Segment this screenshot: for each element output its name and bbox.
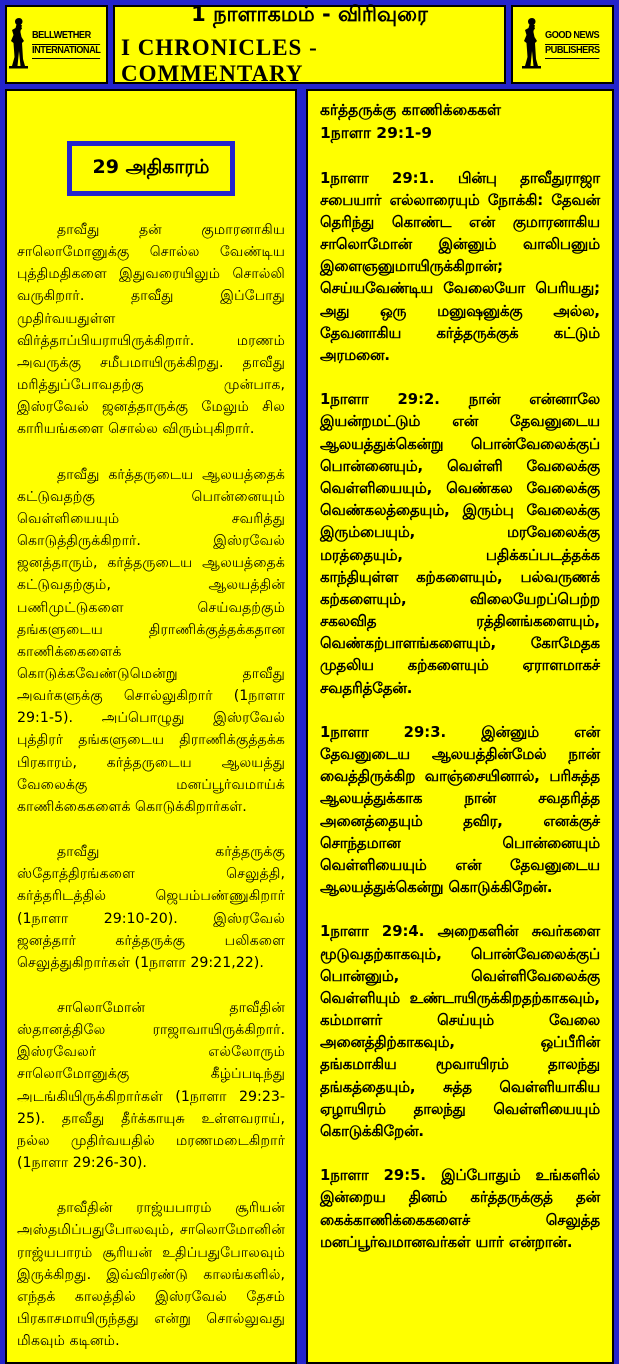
verse-paragraph: 1நாளா 29:3. இன்னும் என் தேவனுடைய ஆலயத்தின்மேல் நான் வைத்திருக்கிற வாஞ்சையினால், பரிசுத்த ஆலயத்துக்காக நான் சவதரித்த அனைத்தையும் தவிர, எனக்குச் சொந்தமான பொன்னையும் வெள்ளியையும் என் தேவனுடைய ஆலயத்துக்கென்று கொடுக்கிறேன். [320,723,600,897]
right-column [306,89,614,1364]
good-news-publishers-logo [511,5,614,84]
header-title-box [113,2,506,86]
verse-paragraph: 1நாளா 29:4. அறைகளின் சுவர்களை மூடுவதற்காகவும், பொன்வேலைக்குப் பொன்னும், வெள்ளிவேலைக்கு வெள்ளியும் உண்டாயிருக்கிறதற்காகவும், கம்மாளர் செய்யும் வேலை அனைத்திற்காகவும், ஒப்பீரின் தங்கமாகிய மூவாயிரம் தாலந்து தங்கத்தையும், சுத்த வெள்ளியாகிய ஏழாயிரம் தாலந்து வெள்ளியையும் கொடுக்கிறேன். [320,923,600,1140]
verse-paragraph: 1நாளா 29:5. இப்போதும் உங்களில் இன்றைய தினம் கர்த்தருக்குத் தன் கைக்காணிக்கைகளைச் செலுத்த மனப்பூர்வமானவர்கள் யார் என்றான். [320,1167,600,1251]
bellwether-logo [5,5,108,84]
section-heading-line2: 1நாளா 29:1-9 [320,124,433,143]
commentary-paragraph: தாவீது கர்த்தருக்கு ஸ்தோத்திரங்களை செலுத்தி, கர்த்தரிடத்தில் ஜெபம்பண்ணுகிறார் (1நாளா 29:10-20). இஸ்ரவேல் ஜனத்தார் கர்த்தருக்கு பலிகளை செலுத்துகிறார்கள் (1நாளா 29:21,22). [17,844,285,971]
verse-paragraph: 1நாளா 29:1. பின்பு தாவீதுராஜா சபையார் எல்லாரையும் நோக்கி: தேவன் தெரிந்து கொண்ட என் குமாரனாகிய சாலொமோன் இன்னும் வாலிபனும் இளைஞனுமாயிருக்கிறான்; செய்யவேண்டிய வேலையோ பெரியது; அது ஒரு மனுஷனுக்கு அல்ல, தேவனாகிய கர்த்தருக்குக் கட்டும் அரமனை. [320,169,600,364]
commentary-paragraph: தாவீதின் ராஜ்யபாரம் சூரியன் அஸ்தமிப்பதுபோலவும், சாலொமோனின் ராஜ்யபாரம் சூரியன் உதிப்பதுபோலவும் இருக்கிறது. இவ்விரண்டு காலங்களில், எந்தக் காலத்தில் இஸ்ரவேல் தேசம் பிரகாசமாயிருந்தது என்று சொல்லுவது மிகவும் கடினம். [17,1200,285,1350]
good-news-logo-text [545,30,600,59]
section-heading [320,99,600,146]
commentary-paragraph: தாவீது தன் குமாரனாகிய சாலொமோனுக்கு சொல்ல வேண்டிய புத்திமதிகளை இதுவரையிலும் சொல்லி வருகிறார். தாவீது இப்போது முதிர்வயதுள்ள விர்த்தாப்பியராயிருக்கிறார். மரணம் அவருக்கு சமீபமாயிருக்கிறது. தாவீது மரித்துப்போவதற்கு முன்பாக, இஸ்ரவேல் ஜனத்தாருக்கு மேலும் சில காரியங்களை சொல்ல விரும்புகிறார். [17,222,285,438]
bellwether-logo-line1: BELLWETHER [32,30,100,45]
good-news-figure-icon [520,17,542,73]
chapter-heading-box: 29 அதிகாரம் [67,141,235,196]
section-heading-line1: கர்த்தருக்கு காணிக்கைகள் [320,101,502,119]
page-title-english: I CHRONICLES - COMMENTARY [121,35,318,86]
bellwether-figure-icon [7,17,29,73]
good-news-logo-line1: GOOD NEWS [545,30,600,45]
header [5,2,614,86]
bellwether-logo-text [32,30,100,59]
content [5,89,614,1364]
bellwether-logo-line2: INTERNATIONAL [32,45,100,60]
page-title-tamil: 1 நாளாகமம் - விரிவுரை [191,2,428,26]
verse-paragraph: 1நாளா 29:2. நான் என்னாலே இயன்றமட்டும் என் தேவனுடைய ஆலயத்துக்கென்று பொன்வேலைக்குப் பொன்னையும், வெள்ளி வேலைக்கு வெள்ளியையும், வெண்கல வேலைக்கு வெண்கலத்தையும், இரும்பு வேலைக்கு இரும்பையும், மரவேலைக்கு மரத்தையும், பதிக்கப்படத்தக்க காந்தியுள்ள கற்களையும், பல்வருணக் கற்களையும், விலையேறப்பெற்ற சகலவித ரத்தினங்களையும், வெண்கற்பாளங்களையும், கோமேதக முதலிய கற்களையும் ஏராளமாகச் சவதரித்தேன். [320,391,600,697]
left-column [5,89,297,1364]
commentary-paragraph: தாவீது கர்த்தருடைய ஆலயத்தைக் கட்டுவதற்கு பொன்னையும் வெள்ளியையும் சவரித்து கொடுத்திருக்கிறார். இஸ்ரவேல் ஜனத்தாரும், கர்த்தருடைய ஆலயத்தைக் கட்டுவதற்கும், ஆலயத்தின் பணிமுட்டுகளை செய்வதற்கும் தங்களுடைய திராணிக்குத்தக்கதான காணிக்கைளைக் கொடுக்கவேண்டுமென்று தாவீது அவர்களுக்கு சொல்லுகிறார் (1நாளா 29:1-5). அப்பொழுது இஸ்ரவேல் புத்திரர் தங்களுடைய திராணிக்குத்தக்க பிரகாரம், கர்த்தருடைய ஆலயத்து வேலைக்கு மனப்பூர்வமாய்க் காணிக்கைகளைக் கொடுக்கிறார்கள். [17,466,285,815]
good-news-logo-line2: PUBLISHERS [545,45,600,60]
commentary-paragraph: சாலொமோன் தாவீதின் ஸ்தானத்திலே ராஜாவாயிருக்கிறார். இஸ்ரவேலர் எல்லோரும் சாலொமோனுக்கு கீழ்ப்படிந்து அடங்கியிருக்கிறார்கள் (1நாளா 29:23-25). தாவீது தீர்க்காயுசு உள்ளவராய், நல்ல முதிர்வயதில் மரணமடைகிறார் (1நாளா 29:26-30). [17,1000,285,1172]
